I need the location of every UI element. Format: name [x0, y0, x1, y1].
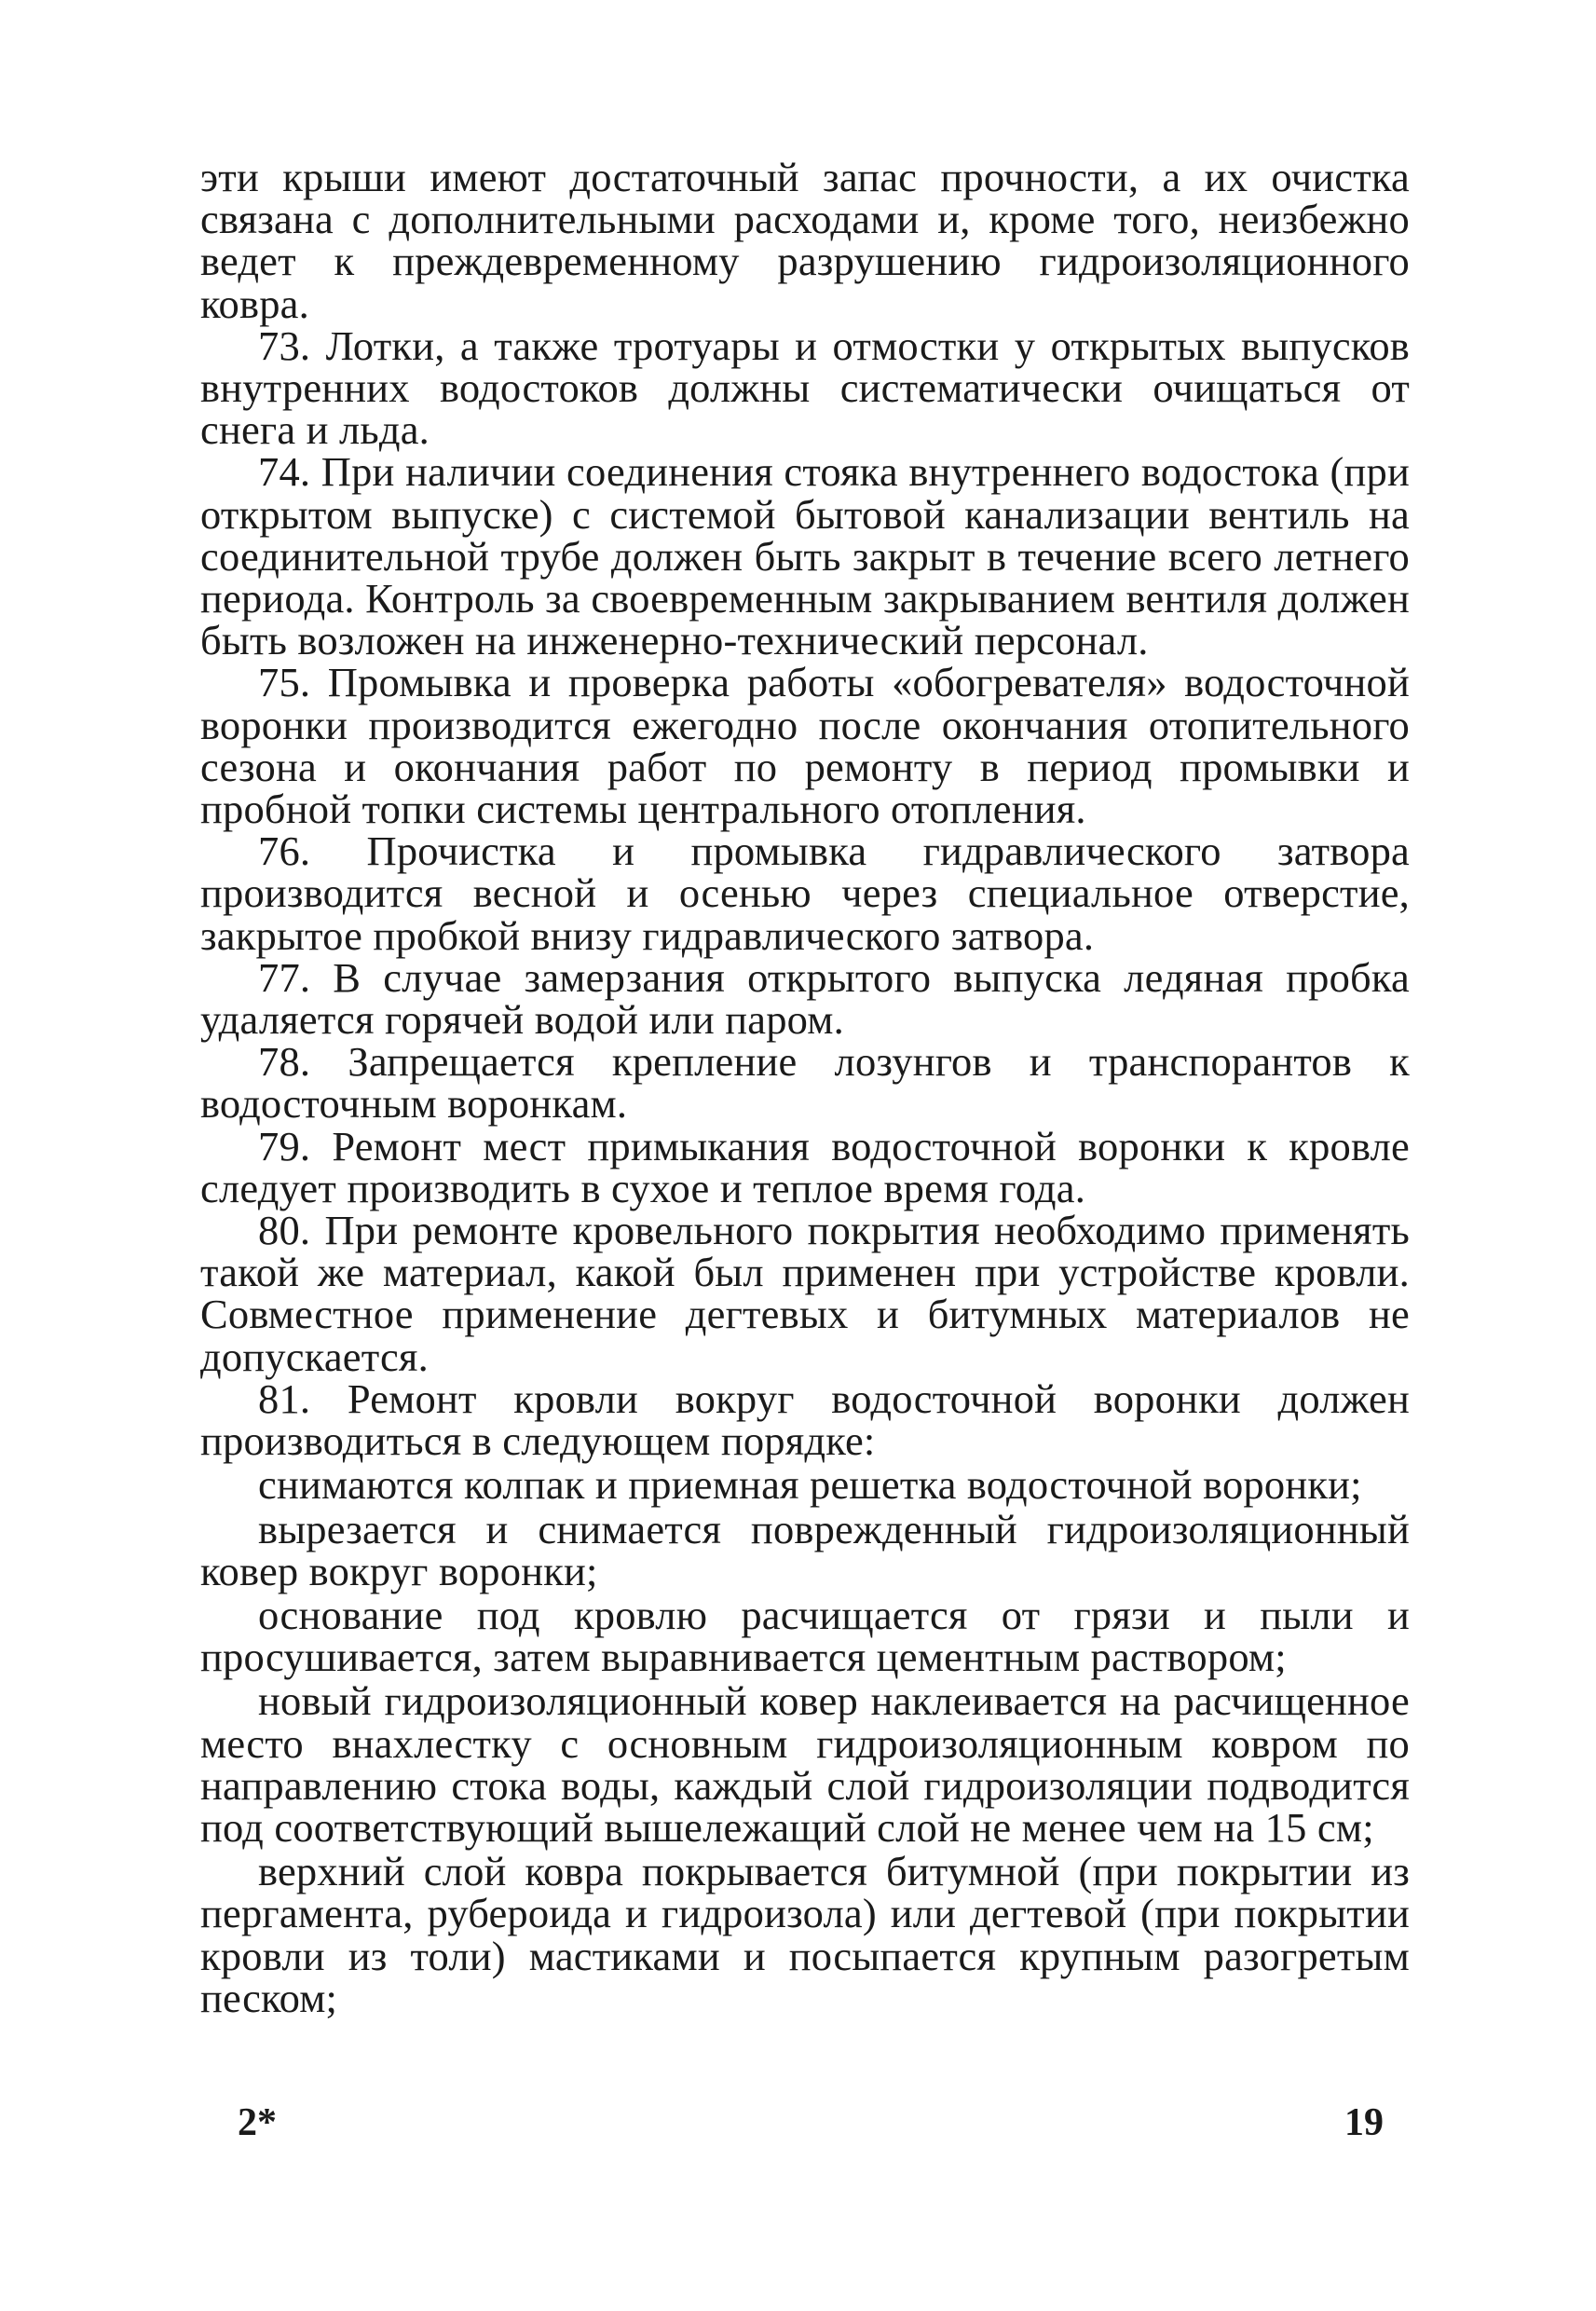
- paragraph-79: 79. Ремонт мест примыкания водосточной воронки к кровле следует производить в сухое и теплое время года.: [200, 1122, 1410, 1211]
- paragraph-73: 73. Лотки, а также тротуары и отмостки у открытых выпусков внутренних водостоков должны систематически очищаться от снега и льда.: [200, 321, 1410, 454]
- list-item: верхний слой ковра покрывается битумной (при покрытии из пергамента, рубероида и гидроизола) или дегтевой (при покрытии кровли из толи) мастиками и посыпается крупным разогретым песком;: [200, 1848, 1410, 2021]
- list-item: основание под кровлю расчищается от грязи и пыли и просушивается, затем выравнивается цементным раствором;: [200, 1591, 1410, 1681]
- signature-mark: 2*: [238, 2101, 277, 2144]
- list-item: снимаются колпак и приемная решетка водосточной воронки;: [258, 1461, 1362, 1509]
- paragraph-75: 75. Промывка и проверка работы «обогревателя» водосточной воронки производится ежегодно после окончания отопительного сезона и окончания работ по ремонту в период промывки и пробной топки системы центрального отопления.: [200, 659, 1410, 833]
- paragraph-76: 76. Прочистка и промывка гидравлического затвора производится весной и осенью через специальное отверстие, закрытое пробкой внизу гидравлического затвора.: [200, 827, 1410, 959]
- paragraph-78: 78. Запрещается крепление лозунгов и транспорантов к водосточным воронкам.: [200, 1038, 1410, 1128]
- paragraph-81: 81. Ремонт кровли вокруг водосточной воронки должен производиться в следующем порядке:: [200, 1374, 1410, 1465]
- paragraph-80: 80. При ремонте кровельного покрытия необходимо применять такой же материал, какой был применен при устройстве кровли. Совместное применение дегтевых и битумных материалов не допускается.: [200, 1207, 1410, 1380]
- page-number: 19: [1344, 2101, 1384, 2144]
- paragraph-77: 77. В случае замерзания открытого выпуска ледяная пробка удаляется горячей водой или паром.: [200, 953, 1410, 1044]
- list-item: вырезается и снимается поврежденный гидроизоляционный ковер вокруг воронки;: [200, 1505, 1410, 1594]
- paragraph-continuation: эти крыши имеют достаточный запас прочности, а их очистка связана с дополнительными расходами и, кроме того, неизбежно ведет к преждевременному разрушению гидроизоляционного ковра.: [200, 154, 1410, 327]
- paragraph-74: 74. При наличии соединения стояка внутреннего водостока (при открытом выпуске) с системой бытовой канализации вентиль на соединительной трубе должен быть закрыт в течение всего летнего периода. Контроль за своевременным закрыванием вентиля должен быть возложен на инженерно-технический персонал.: [200, 448, 1410, 664]
- page-footer: [238, 2100, 1384, 2145]
- list-item: новый гидроизоляционный ковер наклеивается на расчищенное место внахлестку с основным гидроизоляционным ковром по направлению стока воды, каждый слой гидроизоляции подводится под соответствующий вышележащий слой не менее чем на 15 см;: [200, 1677, 1410, 1851]
- body-text: [200, 154, 1410, 2021]
